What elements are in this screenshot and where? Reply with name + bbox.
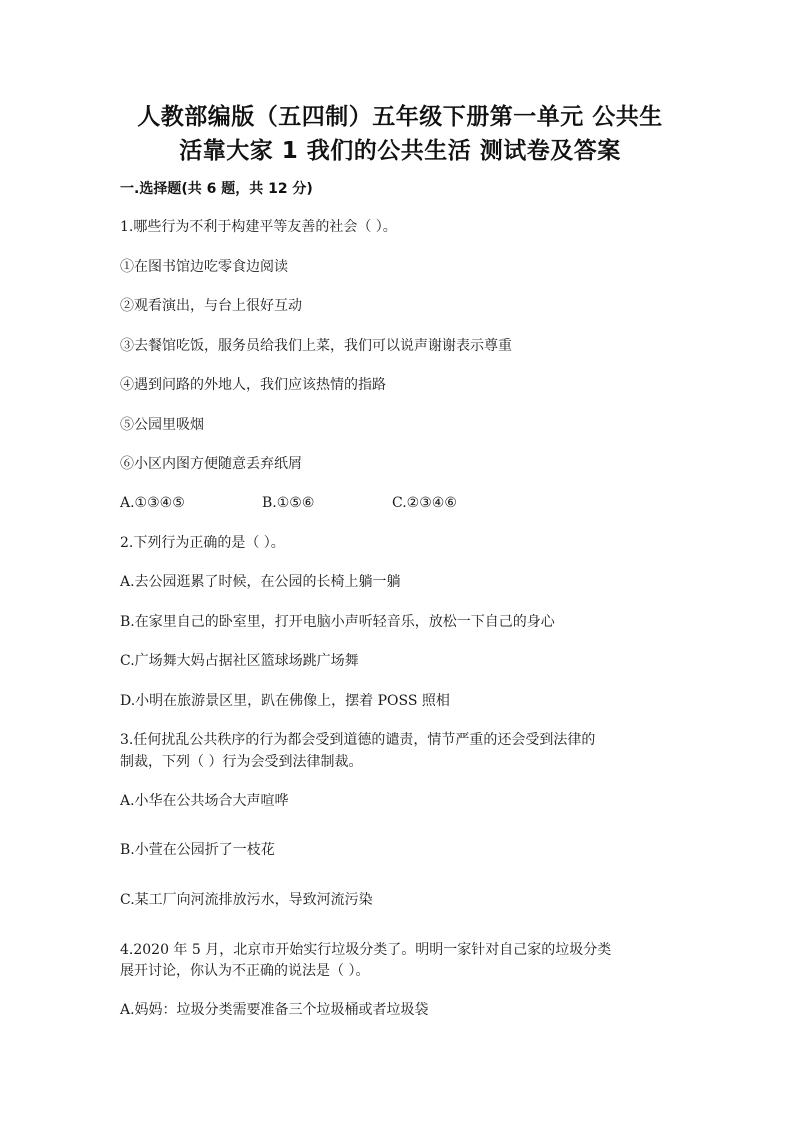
question-1-option-b: B.①⑤⑥ [262,495,315,511]
question-1-item-1: ①在图书馆边吃零食边阅读 [120,259,288,275]
question-3-stem-line-2: 制裁，下列（ ）行为会受到法律制裁。 [120,754,363,770]
question-3-option-b: B.小萱在公园折了一枝花 [120,842,275,858]
question-4-option-a: A.妈妈：垃圾分类需要准备三个垃圾桶或者垃圾袋 [120,1002,429,1018]
question-1-item-5: ⑤公园里吸烟 [120,417,204,433]
question-3-option-a: A.小华在公共场合大声喧哗 [120,793,289,809]
question-2-option-d: D.小明在旅游景区里，趴在佛像上，摆着 POSS 照相 [120,693,450,709]
question-2-option-c: C.广场舞大妈占据社区篮球场跳广场舞 [120,653,359,669]
question-4-stem-line-1: 4.2020 年 5 月，北京市开始实行垃圾分类了。明明一家针对自己家的垃圾分类 [120,942,612,958]
question-2-option-b: B.在家里自己的卧室里，打开电脑小声听轻音乐，放松一下自己的身心 [120,614,555,630]
question-1-options [120,493,680,513]
question-1-option-c: C.②③④⑥ [392,495,457,511]
question-4-stem-line-2: 展开讨论，你认为不正确的说法是（ ）。 [120,963,370,979]
document-title-line-1: 人教部编版（五四制）五年级下册第一单元 公共生 [137,104,663,130]
question-1-item-3: ③去餐馆吃饭，服务员给我们上菜，我们可以说声谢谢表示尊重 [120,338,512,354]
question-1-item-4: ④遇到问路的外地人，我们应该热情的指路 [120,377,386,393]
question-1-option-a: A.①③④⑤ [120,495,185,511]
question-3-stem-line-1: 3.任何扰乱公共秩序的行为都会受到道德的谴责，情节严重的还会受到法律的 [120,732,596,748]
question-1-stem: 1.哪些行为不利于构建平等友善的社会（ ）。 [120,219,397,235]
question-1-item-2: ②观看演出，与台上很好互动 [120,298,302,314]
question-1-item-6: ⑥小区内图方便随意丢弃纸屑 [120,456,302,472]
question-3-option-c: C.某工厂向河流排放污水，导致河流污染 [120,892,373,908]
question-2-option-a: A.去公园逛累了时候，在公园的长椅上躺一躺 [120,574,401,590]
section-heading: 一.选择题(共 6 题，共 12 分) [120,181,313,197]
question-2-stem: 2.下列行为正确的是（ ）。 [120,535,285,551]
document-title-line-2: 活靠大家 1 我们的公共生活 测试卷及答案 [179,138,621,164]
